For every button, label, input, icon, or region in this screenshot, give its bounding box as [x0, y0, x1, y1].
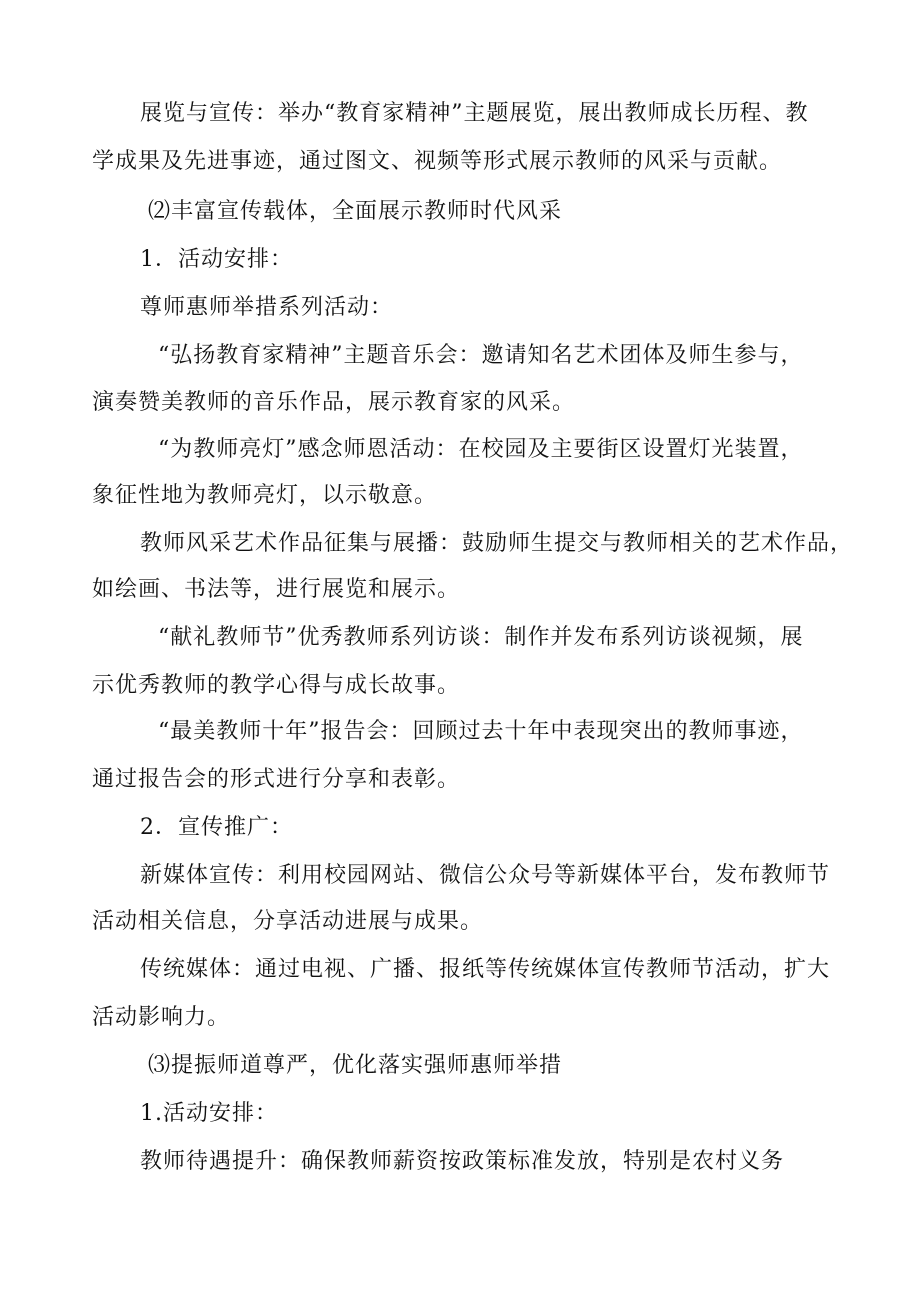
- para-interview-line1: “献礼教师节”优秀教师系列访谈：制作并发布系列访谈视频，展: [158, 625, 804, 650]
- para-lights-line2: 象征性地为教师亮灯，以示敬意。: [92, 483, 438, 508]
- section-heading-2: ⑵丰富宣传载体，全面展示教师时代风采: [148, 199, 563, 224]
- para-report-line1: “最美教师十年”报告会：回顾过去十年中表现突出的教师事迹，: [158, 719, 804, 744]
- para-concert-line2: 演奏赞美教师的音乐作品，展示教育家的风采。: [92, 390, 576, 415]
- item-heading-activity-2: 1.活动安排：: [140, 1101, 278, 1126]
- item-heading-activity: 1．活动安排：: [140, 247, 293, 272]
- para-newmedia-line2: 活动相关信息，分享活动进展与成果。: [92, 909, 484, 934]
- section-heading-3: ⑶提振师道尊严，优化落实强师惠师举措: [148, 1053, 563, 1078]
- para-newmedia-line1: 新媒体宣传：利用校园网站、微信公众号等新媒体平台，发布教师节: [140, 863, 831, 888]
- para-interview-line2: 示优秀教师的教学心得与成长故事。: [92, 673, 461, 698]
- para-traditional-line2: 活动影响力。: [92, 1005, 231, 1030]
- para-exhibition-line1: 展览与宣传：举办“教育家精神”主题展览，展出教师成长历程、教: [140, 101, 809, 126]
- para-series-heading: 尊师惠师举措系列活动：: [140, 295, 394, 320]
- para-salary-line1: 教师待遇提升：确保教师薪资按政策标准发放，特别是农村义务: [140, 1149, 785, 1174]
- para-traditional-line1: 传统媒体：通过电视、广播、报纸等传统媒体宣传教师节活动，扩大: [140, 957, 831, 982]
- para-report-line2: 通过报告会的形式进行分享和表彰。: [92, 767, 461, 792]
- item-heading-promotion: 2．宣传推广：: [140, 815, 293, 840]
- para-lights-line1: “为教师亮灯”感念师恩活动：在校园及主要街区设置灯光装置，: [158, 437, 804, 462]
- para-art-line1: 教师风采艺术作品征集与展播：鼓励师生提交与教师相关的艺术作品，: [140, 531, 854, 556]
- para-art-line2: 如绘画、书法等，进行展览和展示。: [92, 577, 461, 602]
- para-exhibition-line2: 学成果及先进事迹，通过图文、视频等形式展示教师的风采与贡献。: [92, 149, 783, 174]
- para-concert-line1: “弘扬教育家精神”主题音乐会：邀请知名艺术团体及师生参与，: [158, 343, 804, 368]
